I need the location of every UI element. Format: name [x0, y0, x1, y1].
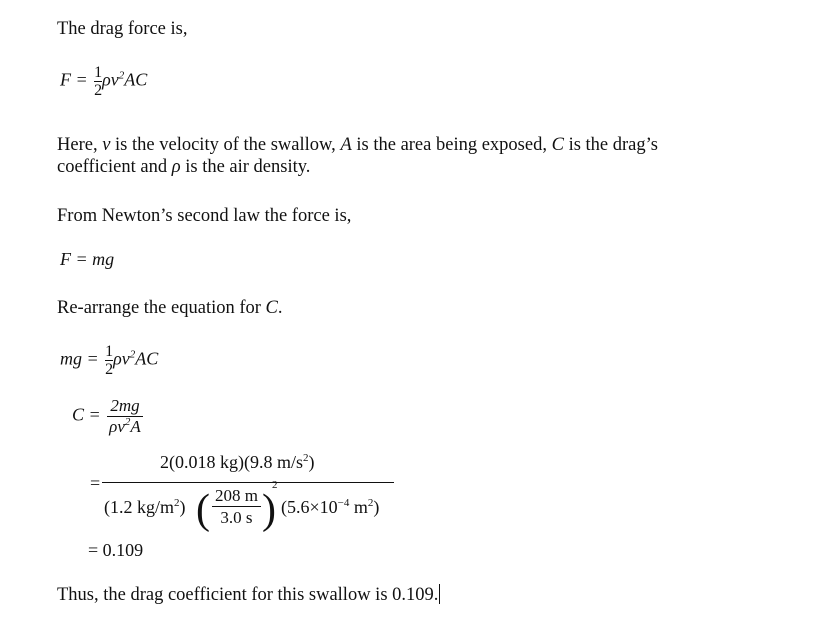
eq5-velocity-close-paren: )	[262, 487, 276, 533]
eq4-fraction	[107, 396, 143, 437]
eq5-area-unit-exponent: 2	[367, 497, 374, 509]
eq5-numerator-close: )	[308, 452, 315, 472]
eq4-lhs: C =	[72, 404, 101, 425]
symbol-rho: ρ	[171, 157, 181, 177]
rearrange-equation	[60, 343, 158, 378]
definitions-text-b: is the velocity of the swallow,	[110, 135, 341, 155]
eq5-density-exponent: 2	[174, 497, 180, 509]
newton-equation: F = mg	[60, 249, 115, 269]
definitions-line-2	[57, 156, 310, 178]
eq4-numerator: 2mg	[110, 396, 140, 415]
eq4-den-rho-v: ρv	[109, 417, 125, 436]
intro-text: The drag force is,	[57, 19, 188, 39]
eq3-fraction	[105, 343, 113, 378]
symbol-c: C	[551, 135, 564, 155]
definitions-text-c: is the area being exposed,	[351, 135, 552, 155]
eq1-lhs: F =	[60, 69, 88, 90]
eq5-density-close: )	[179, 497, 186, 517]
text-cursor	[439, 584, 440, 604]
definitions-text-f: is the air density.	[180, 157, 311, 177]
eq5-velocity-open-paren: (	[196, 487, 210, 533]
eq5-numerator-exponent: 2	[303, 452, 309, 464]
conclusion-text	[57, 584, 440, 606]
definitions-text-d: is the drag’s	[563, 135, 658, 155]
eq1-rho-v: ρv	[102, 69, 119, 90]
eq1-exponent: 2	[118, 69, 125, 82]
definitions-line-1	[57, 134, 658, 156]
eq4-den-exponent: 2	[124, 416, 131, 428]
eq3-rho-v: ρv	[113, 348, 130, 369]
eq5-numerator	[160, 452, 315, 473]
eq5-area-power: −4	[337, 497, 350, 509]
newton-text: From Newton’s second law the force is,	[57, 206, 352, 226]
eq4-denominator	[107, 416, 143, 437]
eq3-ac: AC	[135, 348, 159, 369]
conclusion-sentence: Thus, the drag coefficient for this swallow is 0.109.	[57, 585, 439, 605]
eq5-velocity-fraction	[212, 486, 261, 529]
eq1-denominator: 2	[94, 82, 103, 99]
eq5-equals: =	[90, 473, 101, 493]
eq5-area-unit: m	[349, 497, 368, 517]
eq5-density-text: (1.2 kg/m	[104, 497, 174, 517]
eq5-area-text: (5.6×10	[281, 497, 338, 517]
eq5-fraction-bar	[102, 482, 394, 483]
rearrange-text-b: .	[277, 298, 283, 318]
eq5-area-close: )	[373, 497, 380, 517]
rearrange-text	[57, 297, 283, 319]
drag-force-equation	[60, 64, 147, 99]
symbol-v: v	[102, 135, 111, 155]
eq5-numerator-text: 2(0.018 kg)(9.8 m/s	[160, 452, 303, 472]
eq5-velocity-denominator: 3.0 s	[212, 506, 261, 529]
symbol-a: A	[340, 135, 352, 155]
eq5-velocity-numerator: 208 m	[215, 486, 258, 505]
eq5-denominator-part-c	[281, 497, 379, 518]
definitions-text-a: Here,	[57, 135, 103, 155]
result-value: = 0.109	[88, 540, 144, 560]
eq5-velocity-exponent: 2	[272, 479, 278, 491]
rearrange-text-a: Re-arrange the equation for	[57, 298, 266, 318]
eq5-denominator-part-a	[104, 497, 186, 518]
eq4-den-a: A	[130, 417, 141, 436]
eq3-lhs: mg =	[60, 348, 99, 369]
eq1-fraction	[94, 64, 102, 99]
eq3-denominator: 2	[105, 361, 114, 378]
eq3-numerator: 1	[105, 343, 114, 360]
eq3-exponent: 2	[129, 348, 136, 361]
rearrange-symbol-c: C	[265, 298, 278, 318]
eq1-numerator: 1	[94, 64, 103, 81]
definitions-text-e: coefficient and	[57, 157, 172, 177]
eq1-ac: AC	[124, 69, 148, 90]
coefficient-formula	[72, 396, 143, 437]
